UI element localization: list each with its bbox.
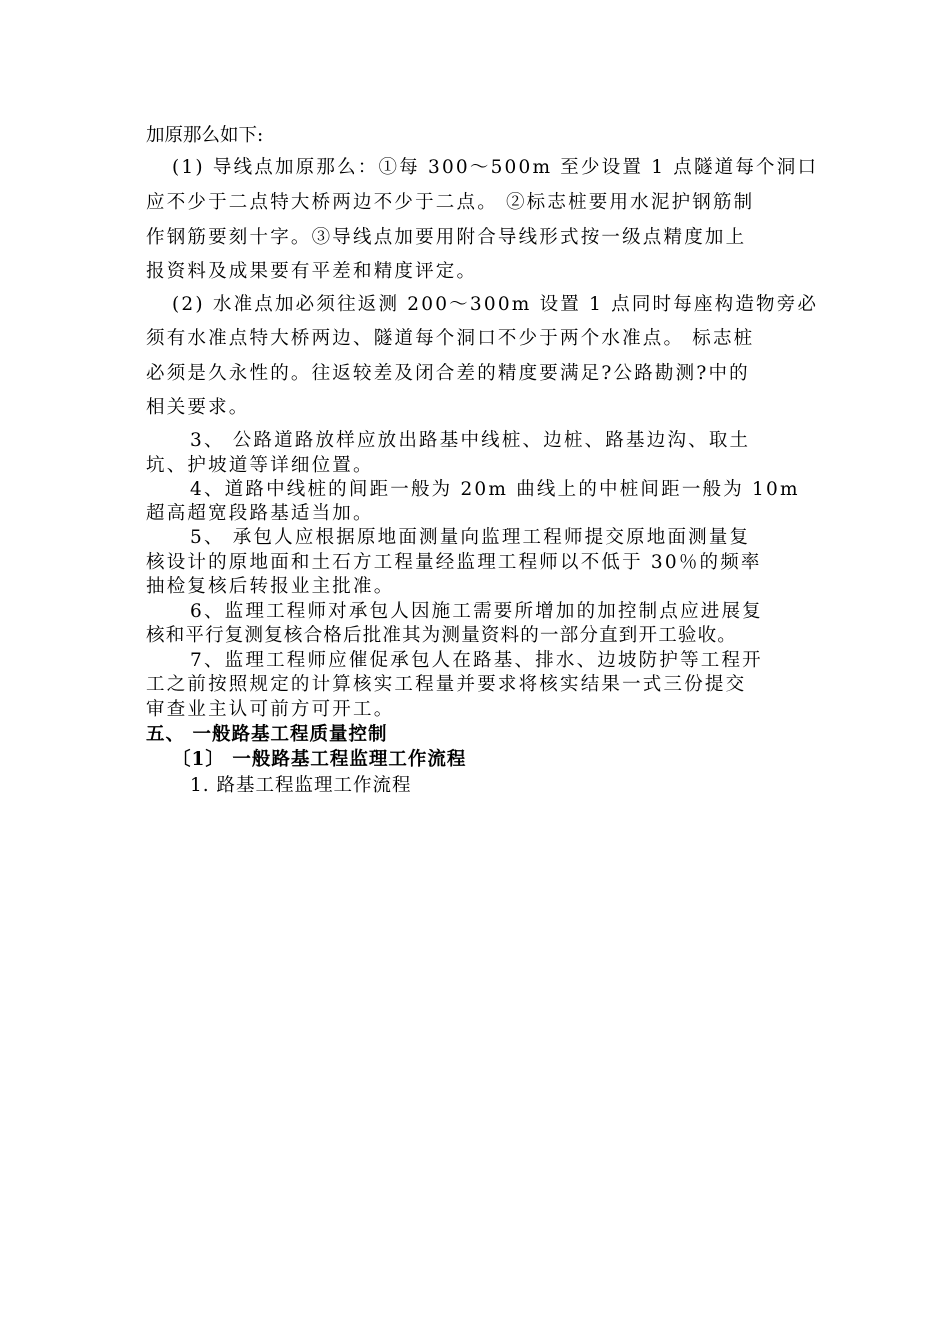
subitem-line: 1. 路基工程监理工作流程: [190, 775, 412, 796]
item-1-line-2: 应不少于二点特大桥两边不少于二点。 ②标志桩要用水泥护钢筋制: [146, 192, 755, 213]
item-5-line-3: 抽检复核后转报业主批准。: [146, 576, 395, 597]
item-3-line-1: 3、 公路道路放样应放出路基中线桩、边桩、路基边沟、取土: [190, 430, 751, 451]
section-heading: 五、 一般路基工程质量控制: [146, 724, 388, 745]
subsection-heading: 〔1〕 一般路基工程监理工作流程: [172, 749, 467, 770]
item-3-line-2: 坑、护坡道等详细位置。: [146, 455, 374, 476]
item-4-line-1: 4、道路中线桩的间距一般为 20m 曲线上的中桩间距一般为 10m: [190, 479, 800, 500]
item-1-line-3: 作钢筋要刻十字。③导线点加要用附合导线形式按一级点精度加上: [146, 227, 747, 248]
item-4-line-2: 超高超宽段路基适当加。: [146, 503, 374, 524]
item-1-line-1: (1) 导线点加原那么：①每 300～500m 至少设置 1 点隧道每个洞口: [172, 157, 819, 178]
item-2-line-2: 须有水准点特大桥两边、隧道每个洞口不少于两个水准点。 标志桩: [146, 328, 755, 349]
item-2-line-3: 必须是久永性的。往返较差及闭合差的精度要满足?公路勘测?中的: [146, 363, 750, 384]
item-7-line-1: 7、监理工程师应催促承包人在路基、排水、边坡防护等工程开: [190, 650, 763, 671]
item-1-line-4: 报资料及成果要有平差和精度评定。: [146, 261, 478, 282]
item-6-line-1: 6、监理工程师对承包人因施工需要所增加的加控制点应进展复: [190, 601, 763, 622]
item-2-line-4: 相关要求。: [146, 397, 250, 418]
item-5-line-2: 核设计的原地面和土石方工程量经监理工程师以不低于 30％的频率: [146, 552, 762, 573]
item-5-line-1: 5、 承包人应根据原地面测量向监理工程师提交原地面测量复: [190, 527, 751, 548]
item-7-line-3: 审查业主认可前方可开工。: [146, 699, 395, 720]
item-7-line-2: 工之前按照规定的计算核实工程量并要求将核实结果一式三份提交: [146, 674, 747, 695]
item-2-line-1: (2) 水准点加必须往返测 200～300m 设置 1 点同时每座构造物旁必: [172, 294, 819, 315]
item-6-line-2: 核和平行复测复核合格后批准其为测量资料的一部分直到开工验收。: [146, 625, 738, 646]
intro-line: 加原那么如下:: [146, 125, 264, 146]
